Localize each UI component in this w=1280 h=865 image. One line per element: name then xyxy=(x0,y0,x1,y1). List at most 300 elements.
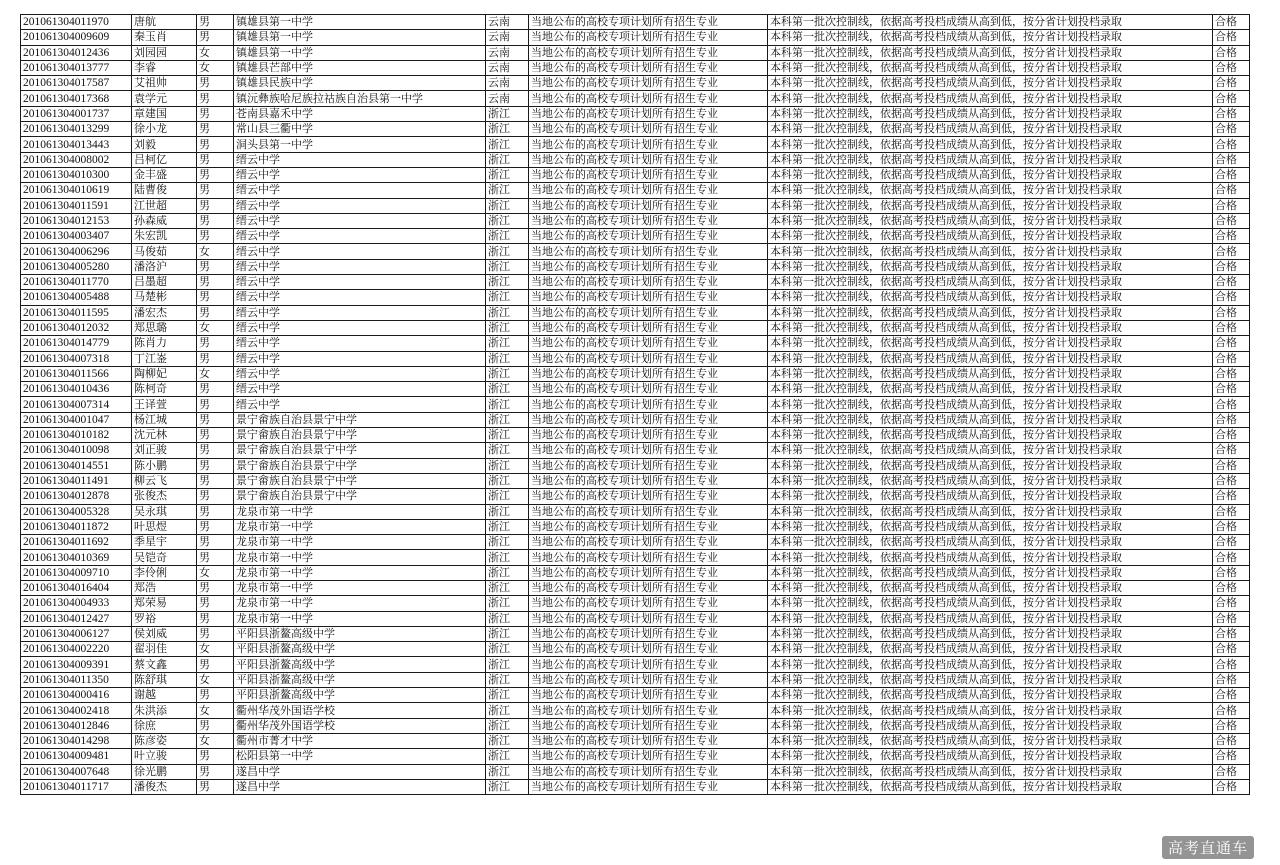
gender-cell: 男 xyxy=(197,106,234,121)
exam-id-cell: 201061304001047 xyxy=(21,412,132,427)
name-cell: 金丰盛 xyxy=(132,167,197,182)
gender-cell: 男 xyxy=(197,458,234,473)
rule-cell: 本科第一批次控制线，依据高考投档成绩从高到低，按分省计划投档录取 xyxy=(768,443,1213,458)
rule-cell: 本科第一批次控制线，依据高考投档成绩从高到低，按分省计划投档录取 xyxy=(768,565,1213,580)
name-cell: 章建国 xyxy=(132,106,197,121)
rule-cell: 本科第一批次控制线，依据高考投档成绩从高到低，按分省计划投档录取 xyxy=(768,703,1213,718)
rule-cell: 本科第一批次控制线，依据高考投档成绩从高到低，按分省计划投档录取 xyxy=(768,733,1213,748)
province-cell: 浙江 xyxy=(486,275,529,290)
table-row xyxy=(21,779,1250,794)
result-cell: 合格 xyxy=(1213,626,1250,641)
province-cell: 浙江 xyxy=(486,688,529,703)
rule-cell: 本科第一批次控制线，依据高考投档成绩从高到低，按分省计划投档录取 xyxy=(768,275,1213,290)
province-cell: 浙江 xyxy=(486,106,529,121)
rule-cell: 本科第一批次控制线，依据高考投档成绩从高到低，按分省计划投档录取 xyxy=(768,183,1213,198)
rule-cell: 本科第一批次控制线，依据高考投档成绩从高到低，按分省计划投档录取 xyxy=(768,305,1213,320)
exam-id-cell: 201061304010619 xyxy=(21,183,132,198)
major-cell: 当地公布的高校专项计划所有招生专业 xyxy=(529,626,768,641)
exam-id-cell: 201061304011591 xyxy=(21,198,132,213)
school-cell: 镇雄县芒部中学 xyxy=(234,60,486,75)
gender-cell: 女 xyxy=(197,320,234,335)
gender-cell: 男 xyxy=(197,336,234,351)
name-cell: 侯刘威 xyxy=(132,626,197,641)
rule-cell: 本科第一批次控制线，依据高考投档成绩从高到低，按分省计划投档录取 xyxy=(768,290,1213,305)
exam-id-cell: 201061304007314 xyxy=(21,397,132,412)
name-cell: 刘正骏 xyxy=(132,443,197,458)
exam-id-cell: 201061304012846 xyxy=(21,718,132,733)
table-row xyxy=(21,229,1250,244)
table-row xyxy=(21,428,1250,443)
result-cell: 合格 xyxy=(1213,733,1250,748)
province-cell: 浙江 xyxy=(486,718,529,733)
major-cell: 当地公布的高校专项计划所有招生专业 xyxy=(529,320,768,335)
name-cell: 谢越 xyxy=(132,688,197,703)
school-cell: 缙云中学 xyxy=(234,213,486,228)
result-cell: 合格 xyxy=(1213,519,1250,534)
result-cell: 合格 xyxy=(1213,366,1250,381)
result-cell: 合格 xyxy=(1213,244,1250,259)
exam-id-cell: 201061304010300 xyxy=(21,167,132,182)
gender-cell: 女 xyxy=(197,733,234,748)
school-cell: 缙云中学 xyxy=(234,397,486,412)
major-cell: 当地公布的高校专项计划所有招生专业 xyxy=(529,60,768,75)
result-cell: 合格 xyxy=(1213,749,1250,764)
gender-cell: 男 xyxy=(197,167,234,182)
result-cell: 合格 xyxy=(1213,550,1250,565)
exam-id-cell: 201061304012436 xyxy=(21,45,132,60)
gender-cell: 男 xyxy=(197,213,234,228)
school-cell: 镇雄县第一中学 xyxy=(234,30,486,45)
result-cell: 合格 xyxy=(1213,290,1250,305)
province-cell: 浙江 xyxy=(486,244,529,259)
province-cell: 浙江 xyxy=(486,198,529,213)
name-cell: 刘园园 xyxy=(132,45,197,60)
name-cell: 陈舒琪 xyxy=(132,672,197,687)
major-cell: 当地公布的高校专项计划所有招生专业 xyxy=(529,305,768,320)
province-cell: 浙江 xyxy=(486,473,529,488)
major-cell: 当地公布的高校专项计划所有招生专业 xyxy=(529,76,768,91)
exam-id-cell: 201061304006296 xyxy=(21,244,132,259)
gender-cell: 男 xyxy=(197,519,234,534)
table-row xyxy=(21,412,1250,427)
gender-cell: 女 xyxy=(197,60,234,75)
table-row xyxy=(21,550,1250,565)
major-cell: 当地公布的高校专项计划所有招生专业 xyxy=(529,244,768,259)
result-cell: 合格 xyxy=(1213,259,1250,274)
major-cell: 当地公布的高校专项计划所有招生专业 xyxy=(529,15,768,30)
gender-cell: 男 xyxy=(197,275,234,290)
major-cell: 当地公布的高校专项计划所有招生专业 xyxy=(529,489,768,504)
major-cell: 当地公布的高校专项计划所有招生专业 xyxy=(529,657,768,672)
school-cell: 龙泉市第一中学 xyxy=(234,580,486,595)
exam-id-cell: 201061304011595 xyxy=(21,305,132,320)
gender-cell: 男 xyxy=(197,198,234,213)
major-cell: 当地公布的高校专项计划所有招生专业 xyxy=(529,106,768,121)
table-row xyxy=(21,122,1250,137)
exam-id-cell: 201061304005488 xyxy=(21,290,132,305)
school-cell: 景宁畲族自治县景宁中学 xyxy=(234,412,486,427)
table-row xyxy=(21,718,1250,733)
gender-cell: 男 xyxy=(197,259,234,274)
school-cell: 衢州华茂外国语学校 xyxy=(234,703,486,718)
gender-cell: 女 xyxy=(197,565,234,580)
watermark: 高考直通车 xyxy=(1162,836,1254,859)
province-cell: 浙江 xyxy=(486,749,529,764)
province-cell: 浙江 xyxy=(486,458,529,473)
major-cell: 当地公布的高校专项计划所有招生专业 xyxy=(529,183,768,198)
exam-id-cell: 201061304009609 xyxy=(21,30,132,45)
school-cell: 缙云中学 xyxy=(234,336,486,351)
result-cell: 合格 xyxy=(1213,137,1250,152)
table-row xyxy=(21,336,1250,351)
exam-id-cell: 201061304014298 xyxy=(21,733,132,748)
name-cell: 柳云飞 xyxy=(132,473,197,488)
major-cell: 当地公布的高校专项计划所有招生专业 xyxy=(529,443,768,458)
table-row xyxy=(21,60,1250,75)
province-cell: 浙江 xyxy=(486,183,529,198)
gender-cell: 女 xyxy=(197,672,234,687)
name-cell: 陈彦姿 xyxy=(132,733,197,748)
result-cell: 合格 xyxy=(1213,152,1250,167)
gender-cell: 男 xyxy=(197,91,234,106)
gender-cell: 女 xyxy=(197,366,234,381)
table-row xyxy=(21,611,1250,626)
gender-cell: 女 xyxy=(197,642,234,657)
result-cell: 合格 xyxy=(1213,91,1250,106)
rule-cell: 本科第一批次控制线，依据高考投档成绩从高到低，按分省计划投档录取 xyxy=(768,596,1213,611)
name-cell: 马俊茹 xyxy=(132,244,197,259)
table-row xyxy=(21,366,1250,381)
school-cell: 平阳县浙鳌高级中学 xyxy=(234,626,486,641)
table-row xyxy=(21,320,1250,335)
province-cell: 浙江 xyxy=(486,657,529,672)
school-cell: 衢州华茂外国语学校 xyxy=(234,718,486,733)
province-cell: 浙江 xyxy=(486,580,529,595)
exam-id-cell: 201061304017587 xyxy=(21,76,132,91)
table-row xyxy=(21,259,1250,274)
table-row xyxy=(21,137,1250,152)
school-cell: 松阳县第一中学 xyxy=(234,749,486,764)
exam-id-cell: 201061304012153 xyxy=(21,213,132,228)
table-row xyxy=(21,443,1250,458)
name-cell: 刘毅 xyxy=(132,137,197,152)
exam-id-cell: 201061304011491 xyxy=(21,473,132,488)
table-row xyxy=(21,152,1250,167)
gender-cell: 男 xyxy=(197,30,234,45)
province-cell: 浙江 xyxy=(486,504,529,519)
rule-cell: 本科第一批次控制线，依据高考投档成绩从高到低，按分省计划投档录取 xyxy=(768,106,1213,121)
result-cell: 合格 xyxy=(1213,336,1250,351)
major-cell: 当地公布的高校专项计划所有招生专业 xyxy=(529,213,768,228)
school-cell: 镇雄县第一中学 xyxy=(234,15,486,30)
province-cell: 云南 xyxy=(486,60,529,75)
table-row xyxy=(21,15,1250,30)
exam-id-cell: 201061304005328 xyxy=(21,504,132,519)
result-cell: 合格 xyxy=(1213,764,1250,779)
name-cell: 陶柳妃 xyxy=(132,366,197,381)
school-cell: 平阳县浙鳌高级中学 xyxy=(234,672,486,687)
exam-id-cell: 201061304000416 xyxy=(21,688,132,703)
result-cell: 合格 xyxy=(1213,320,1250,335)
result-cell: 合格 xyxy=(1213,596,1250,611)
school-cell: 缙云中学 xyxy=(234,183,486,198)
major-cell: 当地公布的高校专项计划所有招生专业 xyxy=(529,336,768,351)
province-cell: 浙江 xyxy=(486,336,529,351)
exam-id-cell: 201061304001737 xyxy=(21,106,132,121)
result-cell: 合格 xyxy=(1213,657,1250,672)
school-cell: 洞头县第一中学 xyxy=(234,137,486,152)
result-cell: 合格 xyxy=(1213,275,1250,290)
gender-cell: 男 xyxy=(197,657,234,672)
school-cell: 缙云中学 xyxy=(234,198,486,213)
province-cell: 浙江 xyxy=(486,305,529,320)
result-cell: 合格 xyxy=(1213,672,1250,687)
major-cell: 当地公布的高校专项计划所有招生专业 xyxy=(529,152,768,167)
school-cell: 景宁畲族自治县景宁中学 xyxy=(234,473,486,488)
exam-id-cell: 201061304009391 xyxy=(21,657,132,672)
name-cell: 郑浩 xyxy=(132,580,197,595)
gender-cell: 男 xyxy=(197,626,234,641)
result-cell: 合格 xyxy=(1213,580,1250,595)
major-cell: 当地公布的高校专项计划所有招生专业 xyxy=(529,259,768,274)
rule-cell: 本科第一批次控制线，依据高考投档成绩从高到低，按分省计划投档录取 xyxy=(768,489,1213,504)
school-cell: 镇沅彝族哈尼族拉祜族自治县第一中学 xyxy=(234,91,486,106)
name-cell: 翟羽佳 xyxy=(132,642,197,657)
result-cell: 合格 xyxy=(1213,779,1250,794)
province-cell: 浙江 xyxy=(486,229,529,244)
gender-cell: 男 xyxy=(197,596,234,611)
rule-cell: 本科第一批次控制线，依据高考投档成绩从高到低，按分省计划投档录取 xyxy=(768,152,1213,167)
gender-cell: 男 xyxy=(197,137,234,152)
exam-id-cell: 201061304010436 xyxy=(21,382,132,397)
exam-id-cell: 201061304012427 xyxy=(21,611,132,626)
gender-cell: 男 xyxy=(197,152,234,167)
name-cell: 陈柯奇 xyxy=(132,382,197,397)
gender-cell: 男 xyxy=(197,489,234,504)
major-cell: 当地公布的高校专项计划所有招生专业 xyxy=(529,672,768,687)
name-cell: 丁江崟 xyxy=(132,351,197,366)
rule-cell: 本科第一批次控制线，依据高考投档成绩从高到低，按分省计划投档录取 xyxy=(768,718,1213,733)
rule-cell: 本科第一批次控制线，依据高考投档成绩从高到低，按分省计划投档录取 xyxy=(768,535,1213,550)
rule-cell: 本科第一批次控制线，依据高考投档成绩从高到低，按分省计划投档录取 xyxy=(768,764,1213,779)
table-row xyxy=(21,382,1250,397)
table-row xyxy=(21,626,1250,641)
major-cell: 当地公布的高校专项计划所有招生专业 xyxy=(529,198,768,213)
name-cell: 叶思煜 xyxy=(132,519,197,534)
province-cell: 浙江 xyxy=(486,519,529,534)
result-cell: 合格 xyxy=(1213,15,1250,30)
name-cell: 陈小鹏 xyxy=(132,458,197,473)
table-row xyxy=(21,642,1250,657)
name-cell: 沈元林 xyxy=(132,428,197,443)
gender-cell: 男 xyxy=(197,305,234,320)
rule-cell: 本科第一批次控制线，依据高考投档成绩从高到低，按分省计划投档录取 xyxy=(768,351,1213,366)
name-cell: 吕柯亿 xyxy=(132,152,197,167)
major-cell: 当地公布的高校专项计划所有招生专业 xyxy=(529,565,768,580)
table-row xyxy=(21,504,1250,519)
name-cell: 马楚彬 xyxy=(132,290,197,305)
table-row xyxy=(21,565,1250,580)
table-row xyxy=(21,290,1250,305)
exam-id-cell: 201061304002418 xyxy=(21,703,132,718)
major-cell: 当地公布的高校专项计划所有招生专业 xyxy=(529,504,768,519)
result-cell: 合格 xyxy=(1213,397,1250,412)
major-cell: 当地公布的高校专项计划所有招生专业 xyxy=(529,764,768,779)
result-cell: 合格 xyxy=(1213,167,1250,182)
school-cell: 缙云中学 xyxy=(234,290,486,305)
exam-id-cell: 201061304017368 xyxy=(21,91,132,106)
exam-id-cell: 201061304011970 xyxy=(21,15,132,30)
name-cell: 朱洪添 xyxy=(132,703,197,718)
major-cell: 当地公布的高校专项计划所有招生专业 xyxy=(529,30,768,45)
province-cell: 浙江 xyxy=(486,397,529,412)
province-cell: 云南 xyxy=(486,76,529,91)
school-cell: 缙云中学 xyxy=(234,366,486,381)
school-cell: 衢州市菁才中学 xyxy=(234,733,486,748)
result-cell: 合格 xyxy=(1213,30,1250,45)
gender-cell: 男 xyxy=(197,764,234,779)
exam-id-cell: 201061304003407 xyxy=(21,229,132,244)
name-cell: 孙森威 xyxy=(132,213,197,228)
school-cell: 缙云中学 xyxy=(234,320,486,335)
gender-cell: 男 xyxy=(197,718,234,733)
exam-id-cell: 201061304013299 xyxy=(21,122,132,137)
table-row xyxy=(21,535,1250,550)
table-row xyxy=(21,106,1250,121)
major-cell: 当地公布的高校专项计划所有招生专业 xyxy=(529,749,768,764)
exam-id-cell: 201061304011770 xyxy=(21,275,132,290)
table-row xyxy=(21,213,1250,228)
exam-id-cell: 201061304013777 xyxy=(21,60,132,75)
exam-id-cell: 201061304011692 xyxy=(21,535,132,550)
name-cell: 郑思璐 xyxy=(132,320,197,335)
gender-cell: 男 xyxy=(197,580,234,595)
rule-cell: 本科第一批次控制线，依据高考投档成绩从高到低，按分省计划投档录取 xyxy=(768,244,1213,259)
rule-cell: 本科第一批次控制线，依据高考投档成绩从高到低，按分省计划投档录取 xyxy=(768,580,1213,595)
school-cell: 龙泉市第一中学 xyxy=(234,504,486,519)
name-cell: 潘宏杰 xyxy=(132,305,197,320)
gender-cell: 男 xyxy=(197,443,234,458)
table-row xyxy=(21,275,1250,290)
rule-cell: 本科第一批次控制线，依据高考投档成绩从高到低，按分省计划投档录取 xyxy=(768,198,1213,213)
province-cell: 浙江 xyxy=(486,428,529,443)
exam-id-cell: 201061304014779 xyxy=(21,336,132,351)
result-cell: 合格 xyxy=(1213,565,1250,580)
name-cell: 王译萱 xyxy=(132,397,197,412)
rule-cell: 本科第一批次控制线，依据高考投档成绩从高到低，按分省计划投档录取 xyxy=(768,642,1213,657)
rule-cell: 本科第一批次控制线，依据高考投档成绩从高到低，按分省计划投档录取 xyxy=(768,336,1213,351)
school-cell: 龙泉市第一中学 xyxy=(234,611,486,626)
table-row xyxy=(21,244,1250,259)
name-cell: 江世超 xyxy=(132,198,197,213)
gender-cell: 男 xyxy=(197,290,234,305)
rule-cell: 本科第一批次控制线，依据高考投档成绩从高到低，按分省计划投档录取 xyxy=(768,122,1213,137)
name-cell: 徐光鹏 xyxy=(132,764,197,779)
result-cell: 合格 xyxy=(1213,688,1250,703)
name-cell: 吕墨超 xyxy=(132,275,197,290)
table-row xyxy=(21,580,1250,595)
result-cell: 合格 xyxy=(1213,504,1250,519)
province-cell: 浙江 xyxy=(486,290,529,305)
result-cell: 合格 xyxy=(1213,76,1250,91)
school-cell: 龙泉市第一中学 xyxy=(234,535,486,550)
rule-cell: 本科第一批次控制线，依据高考投档成绩从高到低，按分省计划投档录取 xyxy=(768,213,1213,228)
school-cell: 龙泉市第一中学 xyxy=(234,519,486,534)
rule-cell: 本科第一批次控制线，依据高考投档成绩从高到低，按分省计划投档录取 xyxy=(768,397,1213,412)
exam-id-cell: 201061304016404 xyxy=(21,580,132,595)
exam-id-cell: 201061304006127 xyxy=(21,626,132,641)
province-cell: 浙江 xyxy=(486,213,529,228)
school-cell: 平阳县浙鳌高级中学 xyxy=(234,642,486,657)
rule-cell: 本科第一批次控制线，依据高考投档成绩从高到低，按分省计划投档录取 xyxy=(768,15,1213,30)
province-cell: 云南 xyxy=(486,15,529,30)
table-row xyxy=(21,489,1250,504)
gender-cell: 女 xyxy=(197,45,234,60)
rule-cell: 本科第一批次控制线，依据高考投档成绩从高到低，按分省计划投档录取 xyxy=(768,749,1213,764)
province-cell: 云南 xyxy=(486,91,529,106)
table-row xyxy=(21,703,1250,718)
table-row xyxy=(21,45,1250,60)
exam-id-cell: 201061304011872 xyxy=(21,519,132,534)
result-cell: 合格 xyxy=(1213,229,1250,244)
rule-cell: 本科第一批次控制线，依据高考投档成绩从高到低，按分省计划投档录取 xyxy=(768,550,1213,565)
school-cell: 平阳县浙鳌高级中学 xyxy=(234,688,486,703)
school-cell: 平阳县浙鳌高级中学 xyxy=(234,657,486,672)
major-cell: 当地公布的高校专项计划所有招生专业 xyxy=(529,733,768,748)
major-cell: 当地公布的高校专项计划所有招生专业 xyxy=(529,642,768,657)
province-cell: 云南 xyxy=(486,45,529,60)
school-cell: 缙云中学 xyxy=(234,382,486,397)
school-cell: 遂昌中学 xyxy=(234,779,486,794)
result-cell: 合格 xyxy=(1213,458,1250,473)
result-cell: 合格 xyxy=(1213,122,1250,137)
rule-cell: 本科第一批次控制线，依据高考投档成绩从高到低，按分省计划投档录取 xyxy=(768,259,1213,274)
exam-id-cell: 201061304011717 xyxy=(21,779,132,794)
major-cell: 当地公布的高校专项计划所有招生专业 xyxy=(529,275,768,290)
province-cell: 浙江 xyxy=(486,642,529,657)
school-cell: 缙云中学 xyxy=(234,167,486,182)
table-row xyxy=(21,30,1250,45)
exam-id-cell: 201061304010369 xyxy=(21,550,132,565)
table-row xyxy=(21,764,1250,779)
rule-cell: 本科第一批次控制线，依据高考投档成绩从高到低，按分省计划投档录取 xyxy=(768,657,1213,672)
table-row xyxy=(21,183,1250,198)
result-cell: 合格 xyxy=(1213,611,1250,626)
major-cell: 当地公布的高校专项计划所有招生专业 xyxy=(529,519,768,534)
rule-cell: 本科第一批次控制线，依据高考投档成绩从高到低，按分省计划投档录取 xyxy=(768,458,1213,473)
name-cell: 秦玉肖 xyxy=(132,30,197,45)
rule-cell: 本科第一批次控制线，依据高考投档成绩从高到低，按分省计划投档录取 xyxy=(768,473,1213,488)
province-cell: 浙江 xyxy=(486,152,529,167)
school-cell: 景宁畲族自治县景宁中学 xyxy=(234,428,486,443)
result-cell: 合格 xyxy=(1213,489,1250,504)
table-row xyxy=(21,305,1250,320)
table-row xyxy=(21,749,1250,764)
major-cell: 当地公布的高校专项计划所有招生专业 xyxy=(529,458,768,473)
school-cell: 苍南县嘉禾中学 xyxy=(234,106,486,121)
province-cell: 浙江 xyxy=(486,167,529,182)
province-cell: 浙江 xyxy=(486,137,529,152)
table-row xyxy=(21,76,1250,91)
result-cell: 合格 xyxy=(1213,198,1250,213)
exam-id-cell: 201061304009710 xyxy=(21,565,132,580)
name-cell: 潘俊杰 xyxy=(132,779,197,794)
province-cell: 浙江 xyxy=(486,382,529,397)
rule-cell: 本科第一批次控制线，依据高考投档成绩从高到低，按分省计划投档录取 xyxy=(768,229,1213,244)
major-cell: 当地公布的高校专项计划所有招生专业 xyxy=(529,596,768,611)
exam-id-cell: 201061304004933 xyxy=(21,596,132,611)
school-cell: 缙云中学 xyxy=(234,351,486,366)
